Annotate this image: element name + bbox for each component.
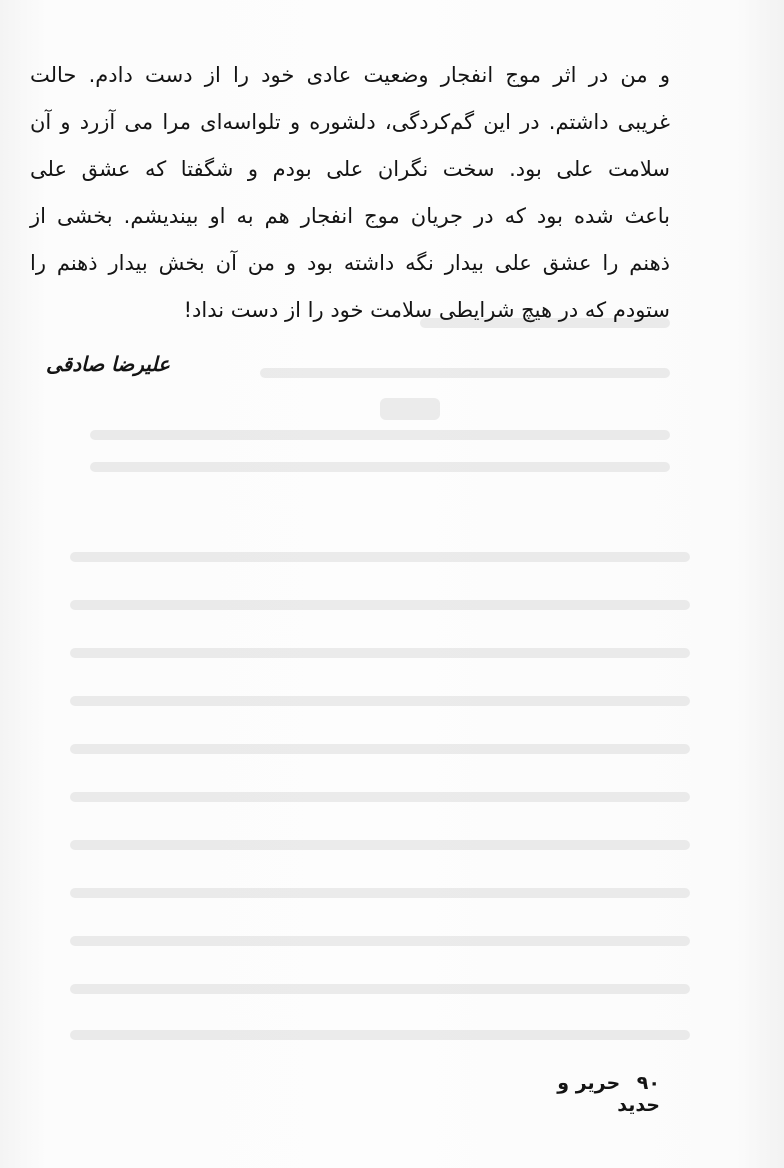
show-through-mark	[70, 840, 690, 850]
page-number: ۹۰	[636, 1072, 660, 1094]
show-through-mark	[90, 430, 670, 440]
show-through-mark	[380, 398, 440, 420]
body-line: ستودم که در هیچ شرایطی سلامت خود را از دست نداد!	[183, 298, 670, 322]
show-through-mark	[70, 744, 690, 754]
show-through-mark	[90, 462, 670, 472]
body-paragraph	[30, 52, 670, 334]
body-line: باعث شده بود که در جریان موج انفجار هم به او بیندیشم. بخشی از	[30, 204, 670, 228]
page-footer	[520, 1072, 660, 1116]
show-through-mark	[70, 888, 690, 898]
body-line: ذهنم را عشق علی بیدار نگه داشته بود و من آن بخش بیدار ذهنم را	[30, 251, 670, 275]
body-line: سلامت علی بود. سخت نگران علی بودم و شگفتا که عشق علی	[30, 157, 670, 181]
author-name: علیرضا صادقی	[46, 352, 170, 376]
show-through-mark	[70, 1030, 690, 1040]
show-through-mark	[70, 696, 690, 706]
show-through-mark	[70, 936, 690, 946]
show-through-mark	[70, 552, 690, 562]
show-through-mark	[70, 600, 690, 610]
show-through-mark	[70, 648, 690, 658]
book-title: حریر و حدید	[557, 1072, 660, 1116]
body-line: و من در اثر موج انفجار وضعیت عادی خود را از دست دادم. حالت	[30, 63, 670, 87]
body-line: غریبی داشتم. در این گم‌کردگی، دلشوره و تلواسه‌ای مرا می آزرد و آن	[30, 110, 670, 134]
show-through-mark	[70, 792, 690, 802]
show-through-mark	[70, 984, 690, 994]
